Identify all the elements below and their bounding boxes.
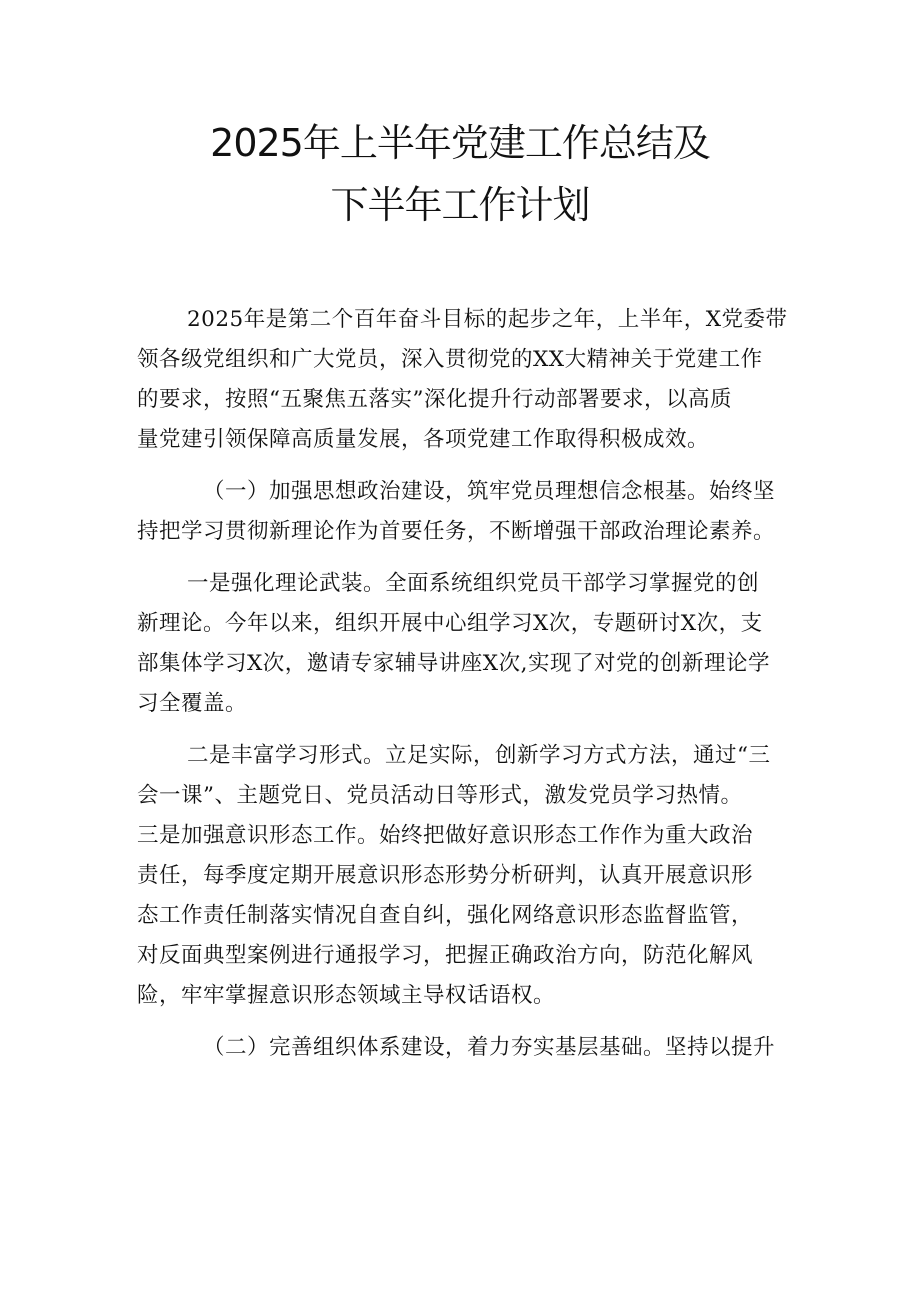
paragraph-section-1: [137, 472, 797, 552]
paragraph-line: 态工作责任制落实情况自查自纠，强化网络意识形态监督监管，: [137, 903, 754, 928]
paragraph-point-2: [137, 736, 797, 1016]
paragraph-line: 量党建引领保障高质量发展，各项党建工作取得积极成效。: [137, 427, 710, 452]
paragraph-line: （一）加强思想政治建设，筑牢党员理想信念根基。始终坚: [203, 479, 776, 504]
paragraph-line: 三是加强意识形态工作。始终把做好意识形态工作作为重大政治: [137, 823, 754, 848]
paragraph-line: 部集体学习X次，邀请专家辅导讲座X次,实现了对党的创新理论学: [137, 651, 770, 676]
paragraph-line: 险，牢牢掌握意识形态领域主导权话语权。: [137, 983, 556, 1008]
paragraph-line: （二）完善组织体系建设，着力夯实基层基础。坚持以提升: [203, 1035, 776, 1060]
paragraph-line: 对反面典型案例进行通报学习，把握正确政治方向，防范化解风: [137, 943, 754, 968]
paragraph-line: 2025年是第二个百年奋斗目标的起步之年，上半年，X党委带: [187, 307, 788, 332]
title-line-2: 下半年工作计划: [330, 183, 590, 227]
paragraph-line: 新理论。今年以来，组织开展中心组学习X次，专题研讨X次，支: [137, 611, 763, 636]
paragraph-section-2: [137, 1028, 797, 1068]
paragraph-line: 责任，每季度定期开展意识形态形势分析研判，认真开展意识形: [137, 863, 754, 888]
paragraph-point-1: [137, 564, 797, 724]
paragraph-line: 二是丰富学习形式。立足实际，创新学习方式方法，通过“三: [187, 743, 771, 768]
paragraph-intro: [137, 300, 797, 460]
paragraph-line: 持把学习贯彻新理论作为首要任务，不断增强干部政治理论素养。: [137, 519, 776, 544]
paragraph-line: 一是强化理论武装。全面系统组织党员干部学习掌握党的创: [187, 571, 760, 596]
paragraph-line: 会一课”、主题党日、党员活动日等形式，激发党员学习热情。: [137, 783, 743, 808]
title-line-1: 2025年上半年党建工作总结及: [210, 121, 710, 165]
paragraph-line: 领各级党组织和广大党员，深入贯彻党的XX大精神关于党建工作: [137, 347, 763, 372]
paragraph-line: 习全覆盖。: [137, 691, 248, 716]
document-title: [0, 112, 920, 236]
document-body: [137, 300, 797, 1068]
paragraph-line: 的要求，按照“五聚焦五落实”深化提升行动部署要求，以高质: [137, 387, 732, 412]
